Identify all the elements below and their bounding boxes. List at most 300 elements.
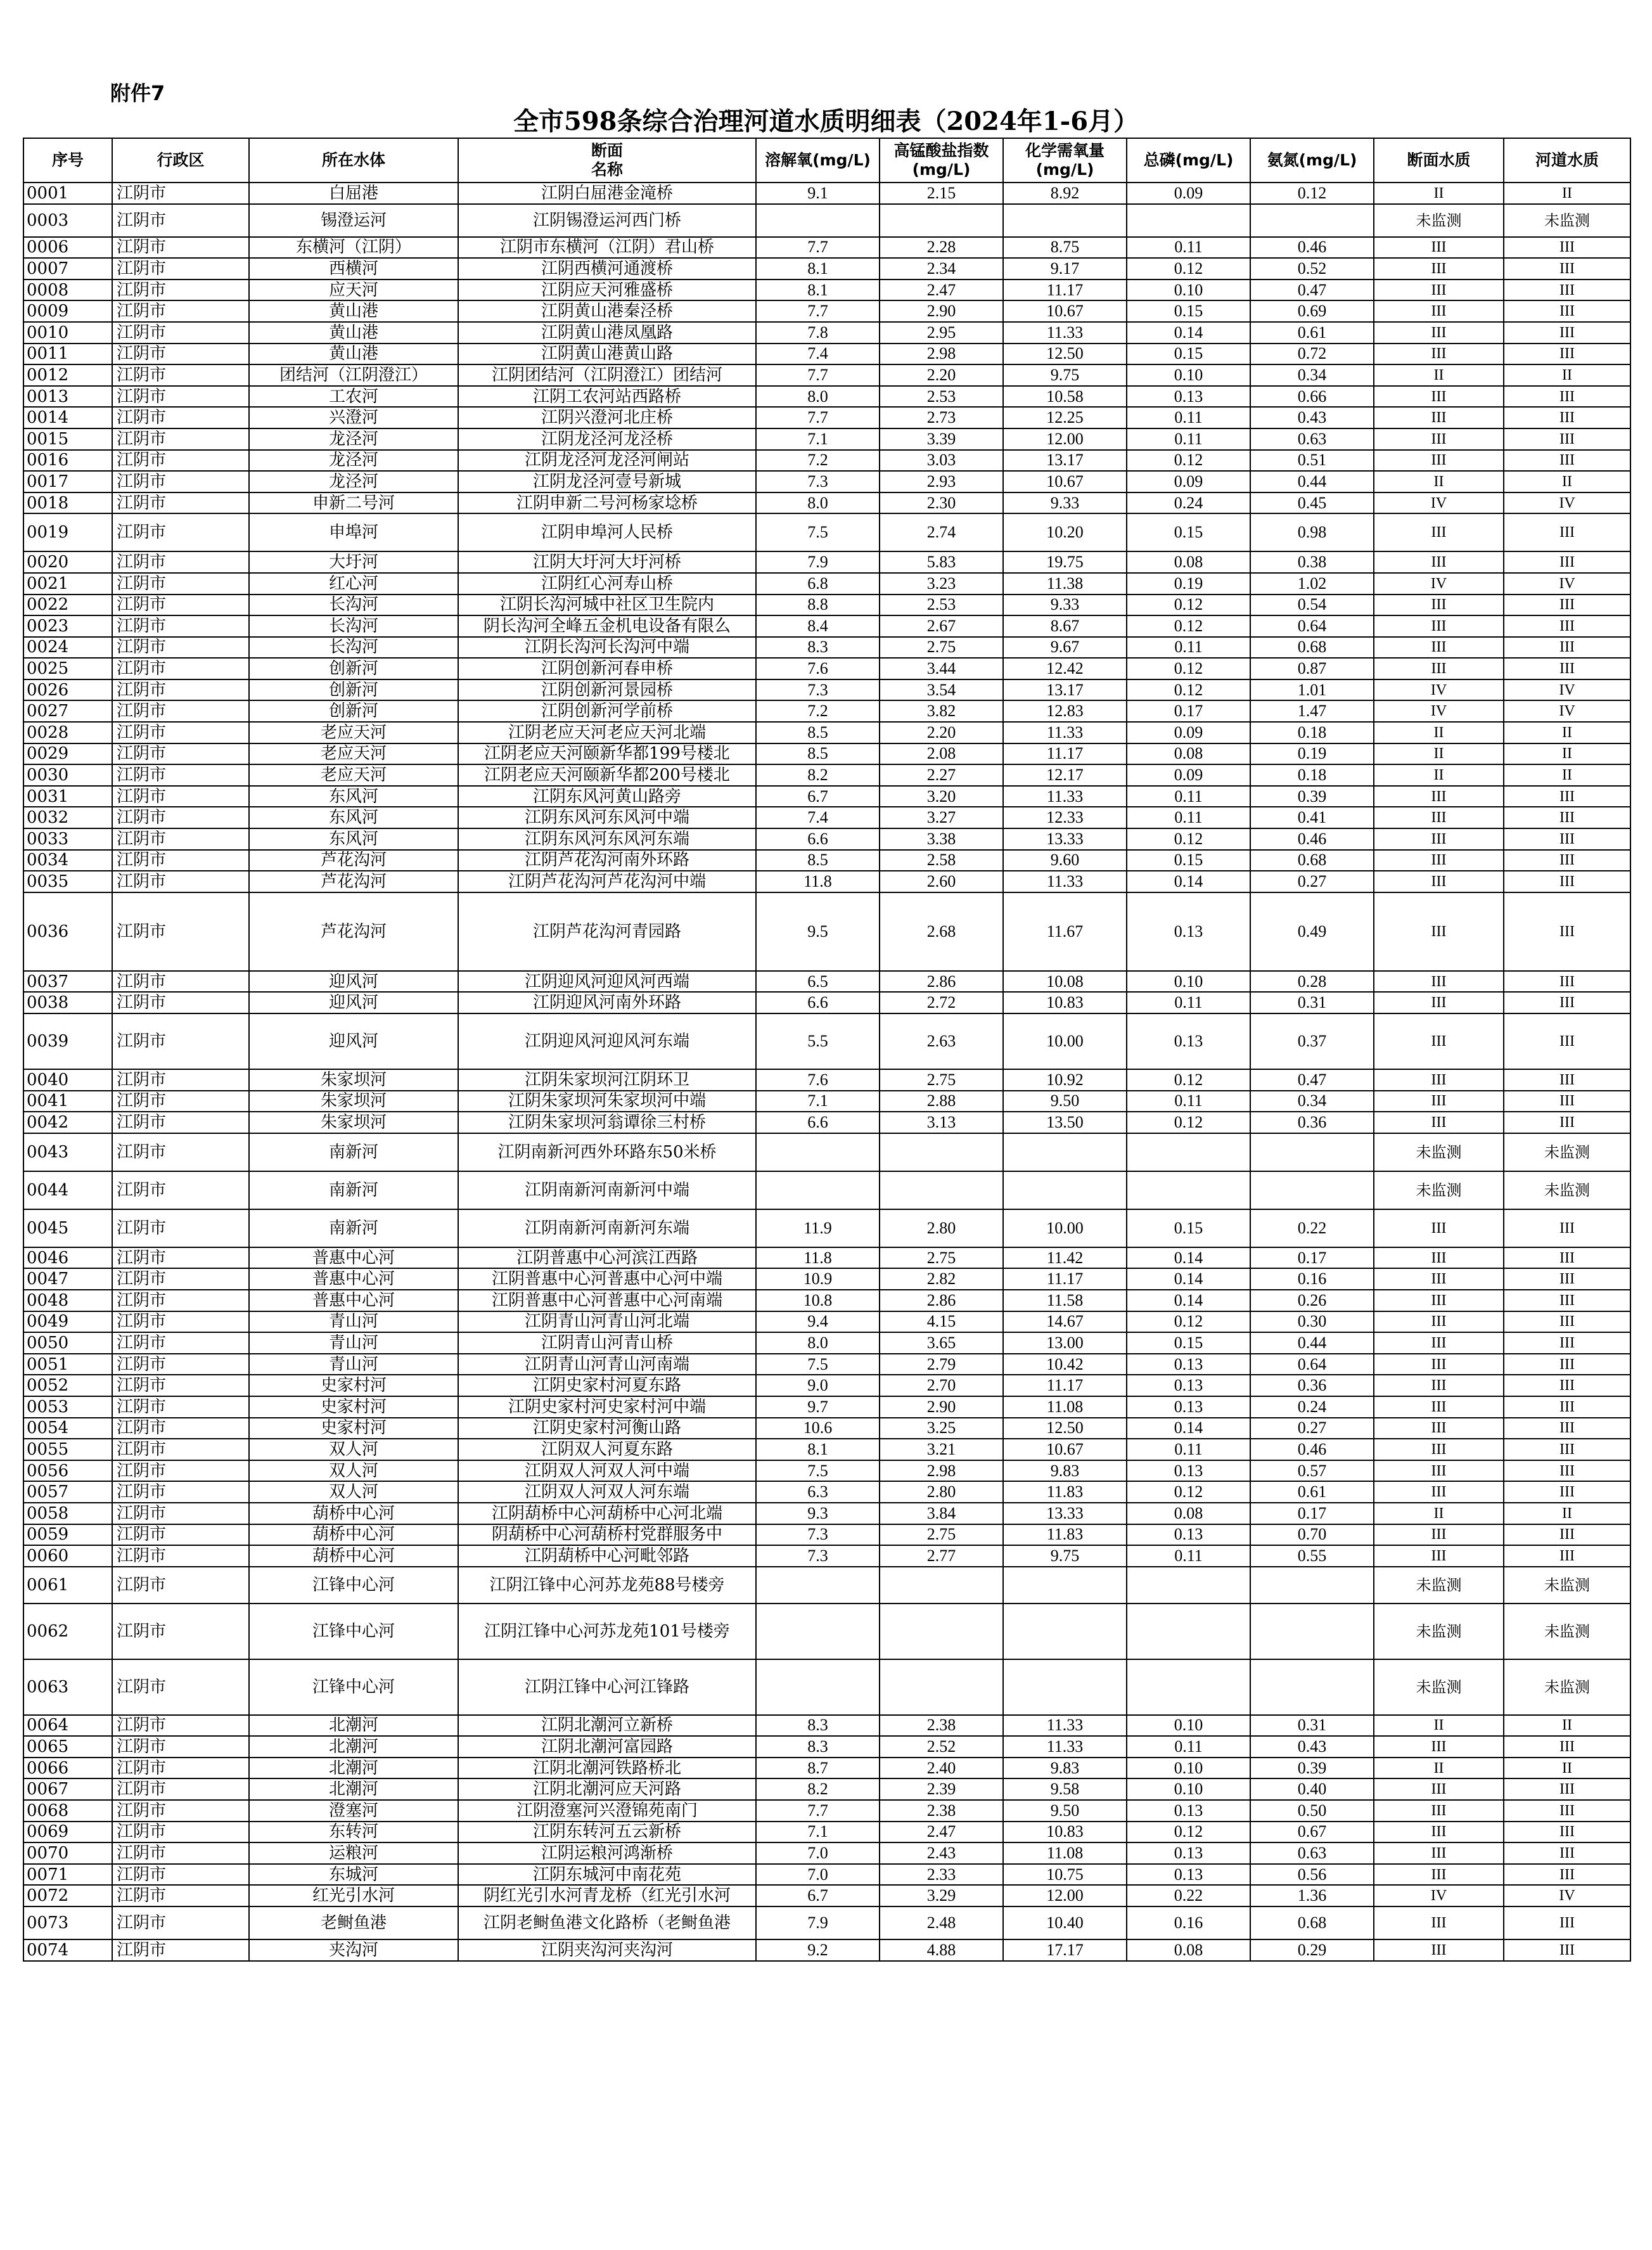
row-section-quality: II [1374,1503,1504,1524]
row-section-name: 江阴江锋中心河江锋路 [458,1659,756,1715]
row-district: 江阴市 [112,595,249,616]
row-ammonia-nitrogen: 0.57 [1250,1460,1374,1482]
row-total-phosphorus: 0.08 [1127,551,1250,573]
row-ammonia-nitrogen: 1.36 [1250,1885,1374,1906]
row-ammonia-nitrogen: 1.01 [1250,679,1374,701]
row-total-phosphorus [1127,1567,1250,1604]
row-river-quality: III [1504,595,1630,616]
row-water-body: 芦花沟河 [249,892,458,971]
row-cod: 11.33 [1003,322,1127,344]
row-section-quality: II [1374,183,1504,204]
row-section-quality: III [1374,407,1504,428]
row-no: 0001 [23,183,112,204]
row-total-phosphorus: 0.11 [1127,637,1250,659]
row-water-body: 青山河 [249,1332,458,1354]
row-section-name: 江阴运粮河鸿渐桥 [458,1842,756,1864]
row-district: 江阴市 [112,407,249,428]
row-no: 0003 [23,204,112,237]
table-row [23,1354,1630,1375]
row-ammonia-nitrogen: 0.63 [1250,428,1374,450]
row-dissolved-oxygen: 7.7 [756,300,880,322]
table-row [23,807,1630,828]
row-no: 0035 [23,871,112,892]
row-section-quality: III [1374,1800,1504,1822]
row-codmn: 2.53 [880,386,1003,408]
row-district: 江阴市 [112,492,249,514]
row-dissolved-oxygen: 7.4 [756,344,880,365]
row-section-quality: II [1374,1715,1504,1737]
row-no: 0069 [23,1822,112,1843]
row-codmn: 2.38 [880,1800,1003,1822]
row-section-quality: III [1374,1112,1504,1133]
row-water-body: 申新二号河 [249,492,458,514]
row-codmn [880,1567,1003,1604]
row-total-phosphorus: 0.10 [1127,1715,1250,1737]
row-codmn: 2.79 [880,1354,1003,1375]
row-total-phosphorus: 0.11 [1127,807,1250,828]
row-water-body: 西横河 [249,258,458,280]
row-ammonia-nitrogen [1250,1567,1374,1604]
row-water-body: 东横河（江阴） [249,237,458,259]
row-cod [1003,1659,1127,1715]
row-ammonia-nitrogen: 0.17 [1250,1247,1374,1269]
row-cod: 10.75 [1003,1864,1127,1886]
row-water-body: 葫桥中心河 [249,1503,458,1524]
row-total-phosphorus: 0.12 [1127,828,1250,850]
row-total-phosphorus [1127,1133,1250,1171]
row-no: 0044 [23,1171,112,1209]
row-dissolved-oxygen: 9.3 [756,1503,880,1524]
row-total-phosphorus: 0.13 [1127,892,1250,971]
row-ammonia-nitrogen: 0.34 [1250,1091,1374,1112]
row-district: 江阴市 [112,1418,249,1439]
row-section-quality: III [1374,1864,1504,1886]
row-cod: 9.50 [1003,1800,1127,1822]
table-row [23,1247,1630,1269]
row-ammonia-nitrogen: 0.38 [1250,551,1374,573]
row-river-quality: III [1504,237,1630,259]
row-section-quality: III [1374,1545,1504,1567]
row-cod: 19.75 [1003,551,1127,573]
row-section-name: 江阴团结河（江阴澄江）团结河 [458,364,756,386]
table-row [23,237,1630,259]
row-river-quality: III [1504,1778,1630,1800]
row-river-quality: IV [1504,700,1630,722]
row-ammonia-nitrogen: 0.16 [1250,1268,1374,1290]
col-header-section-quality: 断面水质 [1374,138,1504,183]
row-dissolved-oxygen: 7.6 [756,1069,880,1091]
row-district: 江阴市 [112,1604,249,1659]
row-district: 江阴市 [112,1375,249,1396]
row-codmn: 3.38 [880,828,1003,850]
row-river-quality: 未监测 [1504,204,1630,237]
row-dissolved-oxygen: 11.8 [756,1247,880,1269]
table-row [23,471,1630,492]
row-ammonia-nitrogen: 0.26 [1250,1290,1374,1311]
row-section-quality: III [1374,1460,1504,1482]
row-ammonia-nitrogen: 0.29 [1250,1939,1374,1961]
row-section-name: 江阴青山河青山河北端 [458,1311,756,1333]
row-cod: 11.83 [1003,1524,1127,1546]
row-ammonia-nitrogen: 0.24 [1250,1396,1374,1418]
row-river-quality: III [1504,1439,1630,1460]
row-no: 0039 [23,1013,112,1069]
row-dissolved-oxygen [756,1171,880,1209]
row-section-name: 江阴葫桥中心河毗邻路 [458,1545,756,1567]
row-codmn: 2.30 [880,492,1003,514]
table-row [23,1290,1630,1311]
row-codmn: 2.43 [880,1842,1003,1864]
row-codmn [880,1133,1003,1171]
row-water-body: 黄山港 [249,322,458,344]
row-ammonia-nitrogen [1250,1659,1374,1715]
row-river-quality: II [1504,364,1630,386]
row-codmn: 2.52 [880,1736,1003,1758]
row-ammonia-nitrogen: 0.68 [1250,637,1374,659]
row-dissolved-oxygen: 8.1 [756,1439,880,1460]
row-river-quality: II [1504,183,1630,204]
row-no: 0059 [23,1524,112,1546]
row-no: 0046 [23,1247,112,1269]
row-cod: 12.17 [1003,764,1127,786]
row-codmn: 3.25 [880,1418,1003,1439]
col-header-codmn-line1: 高锰酸盐指数 [893,141,989,160]
row-river-quality: II [1504,764,1630,786]
row-district: 江阴市 [112,637,249,659]
row-water-body: 长沟河 [249,637,458,659]
row-dissolved-oxygen: 8.1 [756,280,880,301]
row-codmn: 2.15 [880,183,1003,204]
row-water-body: 创新河 [249,658,458,679]
row-cod: 13.17 [1003,450,1127,472]
row-no: 0021 [23,573,112,595]
table-row [23,1171,1630,1209]
row-total-phosphorus: 0.11 [1127,1736,1250,1758]
row-section-name: 江阴东风河东风河中端 [458,807,756,828]
row-cod: 13.00 [1003,1332,1127,1354]
row-cod: 10.83 [1003,1822,1127,1843]
row-water-body: 东风河 [249,828,458,850]
table-row [23,1481,1630,1503]
row-codmn: 3.84 [880,1503,1003,1524]
row-section-name: 江阴青山河青山桥 [458,1332,756,1354]
row-no: 0007 [23,258,112,280]
row-river-quality: III [1504,1864,1630,1886]
row-codmn: 2.28 [880,237,1003,259]
table-row [23,551,1630,573]
row-river-quality: III [1504,1842,1630,1864]
row-water-body: 大圩河 [249,551,458,573]
table-row [23,183,1630,204]
row-total-phosphorus: 0.10 [1127,280,1250,301]
row-section-quality: III [1374,450,1504,472]
row-ammonia-nitrogen: 0.31 [1250,1715,1374,1737]
row-cod: 9.33 [1003,492,1127,514]
row-no: 0022 [23,595,112,616]
row-river-quality: III [1504,1460,1630,1482]
row-total-phosphorus: 0.11 [1127,1439,1250,1460]
row-district: 江阴市 [112,1842,249,1864]
row-codmn: 2.20 [880,364,1003,386]
row-total-phosphorus: 0.12 [1127,615,1250,637]
row-section-quality: IV [1374,679,1504,701]
col-header-section-line1: 断面 [591,141,623,160]
table-row [23,892,1630,971]
row-total-phosphorus: 0.13 [1127,1396,1250,1418]
row-codmn: 3.82 [880,700,1003,722]
row-water-body: 老鲥鱼港 [249,1906,458,1939]
row-ammonia-nitrogen: 0.52 [1250,258,1374,280]
row-dissolved-oxygen: 11.8 [756,871,880,892]
row-district: 江阴市 [112,204,249,237]
row-section-name: 阴葫桥中心河葫桥村党群服务中 [458,1524,756,1546]
table-row [23,1567,1630,1604]
row-codmn: 2.47 [880,1822,1003,1843]
row-ammonia-nitrogen: 0.34 [1250,364,1374,386]
row-no: 0065 [23,1736,112,1758]
row-total-phosphorus: 0.13 [1127,1864,1250,1886]
row-section-quality: III [1374,828,1504,850]
table-row [23,573,1630,595]
row-district: 江阴市 [112,1885,249,1906]
row-river-quality: III [1504,1545,1630,1567]
row-water-body: 青山河 [249,1311,458,1333]
row-cod: 9.17 [1003,258,1127,280]
table-row [23,700,1630,722]
row-total-phosphorus: 0.09 [1127,722,1250,743]
row-cod: 12.00 [1003,428,1127,450]
row-section-name: 江阴江锋中心河苏龙苑101号楼旁 [458,1604,756,1659]
row-codmn: 3.65 [880,1332,1003,1354]
row-cod: 9.67 [1003,637,1127,659]
row-section-name: 江阴龙泾河壹号新城 [458,471,756,492]
row-dissolved-oxygen: 8.5 [756,722,880,743]
row-cod: 9.83 [1003,1758,1127,1779]
row-river-quality: III [1504,892,1630,971]
row-river-quality: III [1504,1396,1630,1418]
row-water-body: 东风河 [249,786,458,807]
row-codmn: 2.53 [880,595,1003,616]
table-row [23,1842,1630,1864]
row-section-name: 江阴朱家坝河朱家坝河中端 [458,1091,756,1112]
row-district: 江阴市 [112,1524,249,1546]
row-district: 江阴市 [112,300,249,322]
row-dissolved-oxygen: 8.2 [756,764,880,786]
row-codmn: 2.75 [880,1069,1003,1091]
row-total-phosphorus: 0.12 [1127,450,1250,472]
row-district: 江阴市 [112,1758,249,1779]
row-river-quality: III [1504,1290,1630,1311]
row-cod: 11.17 [1003,280,1127,301]
row-river-quality: III [1504,1112,1630,1133]
row-cod [1003,204,1127,237]
row-dissolved-oxygen: 11.9 [756,1209,880,1247]
row-river-quality: III [1504,615,1630,637]
row-water-body: 迎风河 [249,992,458,1013]
row-codmn: 4.88 [880,1939,1003,1961]
row-dissolved-oxygen: 7.9 [756,1906,880,1939]
row-cod: 8.75 [1003,237,1127,259]
row-no: 0029 [23,743,112,765]
row-district: 江阴市 [112,1209,249,1247]
row-cod: 11.38 [1003,573,1127,595]
row-water-body: 北潮河 [249,1778,458,1800]
row-total-phosphorus: 0.12 [1127,1481,1250,1503]
row-ammonia-nitrogen: 0.28 [1250,971,1374,993]
row-total-phosphorus: 0.14 [1127,1247,1250,1269]
row-no: 0017 [23,471,112,492]
table-row [23,1822,1630,1843]
row-dissolved-oxygen: 6.6 [756,992,880,1013]
row-river-quality: III [1504,1091,1630,1112]
row-cod: 10.00 [1003,1013,1127,1069]
row-no: 0049 [23,1311,112,1333]
row-total-phosphorus: 0.09 [1127,471,1250,492]
table-row [23,1800,1630,1822]
row-cod: 13.50 [1003,1112,1127,1133]
row-ammonia-nitrogen: 0.27 [1250,1418,1374,1439]
row-dissolved-oxygen: 7.7 [756,364,880,386]
row-water-body: 长沟河 [249,615,458,637]
row-district: 江阴市 [112,1396,249,1418]
row-no: 0009 [23,300,112,322]
row-ammonia-nitrogen: 0.49 [1250,892,1374,971]
col-header-total-phosphorus: 总磷(mg/L) [1127,138,1250,183]
row-total-phosphorus: 0.08 [1127,1939,1250,1961]
row-ammonia-nitrogen: 0.66 [1250,386,1374,408]
row-water-body: 长沟河 [249,595,458,616]
row-river-quality: III [1504,1939,1630,1961]
table-row [23,492,1630,514]
row-water-body: 朱家坝河 [249,1112,458,1133]
row-river-quality: IV [1504,1885,1630,1906]
row-dissolved-oxygen: 10.6 [756,1418,880,1439]
row-district: 江阴市 [112,679,249,701]
row-codmn: 2.47 [880,280,1003,301]
row-cod: 13.33 [1003,828,1127,850]
table-row [23,992,1630,1013]
table-row [23,1885,1630,1906]
row-river-quality: III [1504,280,1630,301]
row-water-body: 团结河（江阴澄江） [249,364,458,386]
row-cod: 12.83 [1003,700,1127,722]
row-cod: 11.67 [1003,892,1127,971]
row-codmn: 2.98 [880,1460,1003,1482]
row-no: 0055 [23,1439,112,1460]
row-cod [1003,1604,1127,1659]
row-water-body: 龙泾河 [249,471,458,492]
row-section-quality: III [1374,1439,1504,1460]
row-section-quality: III [1374,1375,1504,1396]
row-no: 0033 [23,828,112,850]
row-cod: 9.50 [1003,1091,1127,1112]
row-total-phosphorus: 0.11 [1127,407,1250,428]
row-section-quality: IV [1374,700,1504,722]
row-dissolved-oxygen: 6.5 [756,971,880,993]
row-section-name: 江阴青山河青山河南端 [458,1354,756,1375]
row-no: 0026 [23,679,112,701]
row-water-body: 工农河 [249,386,458,408]
row-water-body: 老应天河 [249,743,458,765]
row-water-body: 龙泾河 [249,428,458,450]
row-total-phosphorus: 0.08 [1127,1503,1250,1524]
row-total-phosphorus: 0.11 [1127,786,1250,807]
row-ammonia-nitrogen: 0.43 [1250,407,1374,428]
row-codmn: 2.08 [880,743,1003,765]
col-header-district: 行政区 [112,138,249,183]
row-dissolved-oxygen: 5.5 [756,1013,880,1069]
row-cod: 14.67 [1003,1311,1127,1333]
row-cod: 8.92 [1003,183,1127,204]
row-codmn: 2.63 [880,1013,1003,1069]
row-codmn: 4.15 [880,1311,1003,1333]
row-ammonia-nitrogen: 0.63 [1250,1842,1374,1864]
row-section-name: 江阴双人河双人河中端 [458,1460,756,1482]
row-section-name: 江阴创新河春申桥 [458,658,756,679]
row-river-quality: II [1504,743,1630,765]
table-row [23,1418,1630,1439]
document-title: 全市598条综合治理河道水质明细表（2024年1-6月） [513,106,1139,136]
row-section-quality: IV [1374,1885,1504,1906]
row-total-phosphorus: 0.10 [1127,1758,1250,1779]
row-section-name: 江阴老应天河颐新华都199号楼北 [458,743,756,765]
row-cod: 10.08 [1003,971,1127,993]
row-cod: 12.25 [1003,407,1127,428]
row-water-body: 普惠中心河 [249,1290,458,1311]
row-ammonia-nitrogen: 1.02 [1250,573,1374,595]
row-cod: 11.17 [1003,1375,1127,1396]
row-total-phosphorus: 0.13 [1127,386,1250,408]
row-section-name: 江阴朱家坝河翁谭徐三村桥 [458,1112,756,1133]
row-no: 0042 [23,1112,112,1133]
row-no: 0047 [23,1268,112,1290]
row-total-phosphorus: 0.13 [1127,1460,1250,1482]
row-dissolved-oxygen: 7.7 [756,1800,880,1822]
row-total-phosphorus: 0.11 [1127,1545,1250,1567]
row-ammonia-nitrogen: 0.47 [1250,1069,1374,1091]
row-section-name: 江阴南新河西外环路东50米桥 [458,1133,756,1171]
row-section-quality: 未监测 [1374,1171,1504,1209]
row-total-phosphorus: 0.24 [1127,492,1250,514]
row-river-quality: III [1504,1354,1630,1375]
row-district: 江阴市 [112,722,249,743]
row-cod: 11.33 [1003,722,1127,743]
row-codmn: 2.74 [880,513,1003,551]
row-codmn: 2.27 [880,764,1003,786]
row-dissolved-oxygen: 8.0 [756,1332,880,1354]
row-cod: 12.50 [1003,344,1127,365]
row-district: 江阴市 [112,1133,249,1171]
row-ammonia-nitrogen: 0.68 [1250,1906,1374,1939]
table-row [23,850,1630,871]
col-header-cod-line1: 化学需氧量 [1025,141,1105,160]
row-cod [1003,1567,1127,1604]
row-dissolved-oxygen: 10.8 [756,1290,880,1311]
row-total-phosphorus: 0.12 [1127,595,1250,616]
row-section-name: 江阴创新河学前桥 [458,700,756,722]
row-no: 0020 [23,551,112,573]
row-district: 江阴市 [112,1439,249,1460]
col-header-cod [1003,138,1127,183]
table-row [23,658,1630,679]
row-section-name: 江阴芦花沟河青园路 [458,892,756,971]
row-section-quality: 未监测 [1374,1659,1504,1715]
row-water-body: 申埠河 [249,513,458,551]
row-dissolved-oxygen [756,204,880,237]
row-section-name: 江阴迎风河南外环路 [458,992,756,1013]
row-cod: 13.33 [1003,1503,1127,1524]
row-river-quality: III [1504,992,1630,1013]
